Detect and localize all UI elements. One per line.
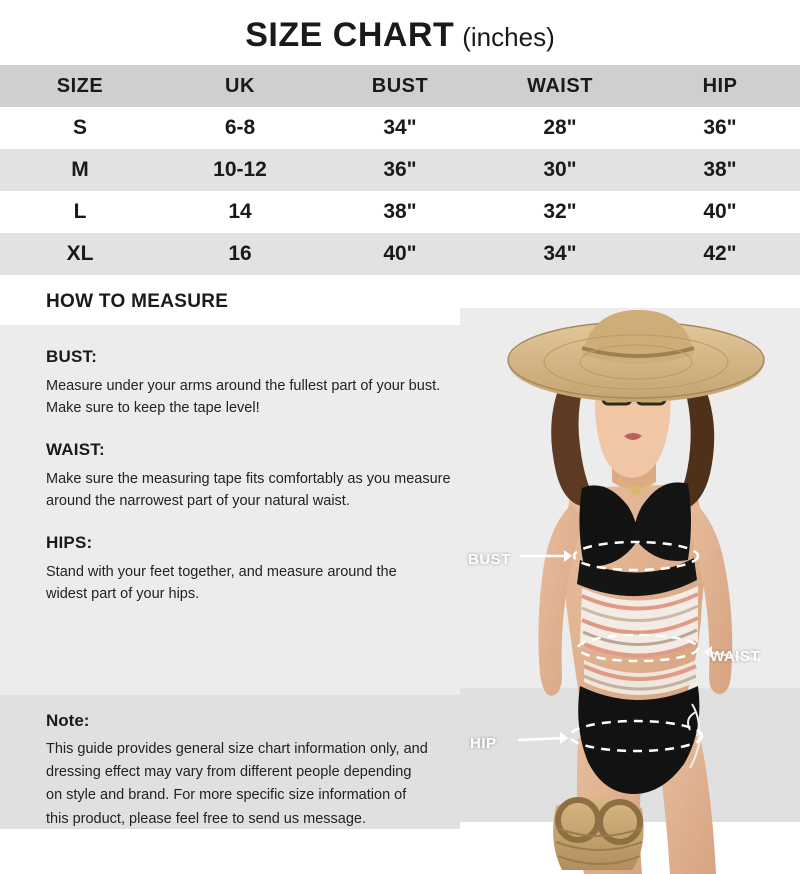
table-header-row (0, 65, 800, 107)
measure-line: Make sure the measuring tape fits comfortably as you measure (46, 470, 451, 487)
column-header-uk: UK (160, 65, 320, 107)
cell-uk: 6-8 (160, 107, 320, 149)
model-illustration (460, 308, 800, 874)
cell-size: L (0, 191, 160, 233)
straw-bag (553, 797, 644, 870)
column-header-waist: WAIST (480, 65, 640, 107)
measure-line: Make sure to keep the tape level! (46, 400, 260, 417)
cell-waist: 32" (480, 191, 640, 233)
measure-block-waist (46, 440, 470, 513)
cell-bust: 36" (320, 149, 480, 191)
measure-line: around the narrowest part of your natural waist. (46, 493, 350, 510)
cell-waist: 34" (480, 233, 640, 275)
cell-hip: 38" (640, 149, 800, 191)
measure-block-hips (46, 533, 470, 606)
label-waist: WAIST (710, 648, 760, 665)
cell-hip: 40" (640, 191, 800, 233)
measure-title-bust: BUST: (46, 347, 98, 366)
title-units-text: (inches) (462, 22, 555, 52)
note-title: Note: (46, 711, 90, 730)
measure-instructions (0, 325, 470, 606)
label-hip: HIP (470, 735, 497, 752)
column-header-hip: HIP (640, 65, 800, 107)
cell-size: M (0, 149, 160, 191)
table-row (0, 191, 800, 233)
model-photo (460, 308, 800, 874)
note-line: on style and brand. For more specific size information of (46, 787, 407, 804)
measure-line: widest part of your hips. (46, 586, 200, 603)
title-main-text: SIZE CHART (245, 16, 455, 54)
size-chart-table (0, 65, 800, 275)
cell-bust: 40" (320, 233, 480, 275)
measure-title-hips: HIPS: (46, 532, 93, 552)
page-title (0, 0, 800, 65)
cell-waist: 30" (480, 149, 640, 191)
measure-line: Stand with your feet together, and measure around the (46, 563, 397, 580)
cell-hip: 36" (640, 107, 800, 149)
table-row (0, 149, 800, 191)
note-content (0, 695, 430, 831)
measure-block-bust (46, 347, 470, 420)
cell-uk: 16 (160, 233, 320, 275)
cell-size: XL (0, 233, 160, 275)
table-row (0, 233, 800, 275)
column-header-bust: BUST (320, 65, 480, 107)
column-header-size: SIZE (0, 65, 160, 107)
label-bust: BUST (468, 551, 511, 568)
how-to-measure-heading: HOW TO MEASURE (0, 275, 800, 325)
table-row (0, 107, 800, 149)
note-line: This guide provides general size chart information only, and (46, 741, 428, 757)
cell-uk: 10-12 (160, 149, 320, 191)
cell-waist: 28" (480, 107, 640, 149)
note-line: this product, please feel free to send us message. (46, 810, 366, 827)
cell-bust: 34" (320, 107, 480, 149)
note-line: dressing effect may vary from different people depending (46, 764, 412, 781)
cell-bust: 38" (320, 191, 480, 233)
cell-hip: 42" (640, 233, 800, 275)
measure-line: Measure under your arms around the fullest part of your bust. (46, 378, 441, 394)
cell-uk: 14 (160, 191, 320, 233)
measure-title-waist: WAIST: (46, 439, 105, 459)
cell-size: S (0, 107, 160, 149)
